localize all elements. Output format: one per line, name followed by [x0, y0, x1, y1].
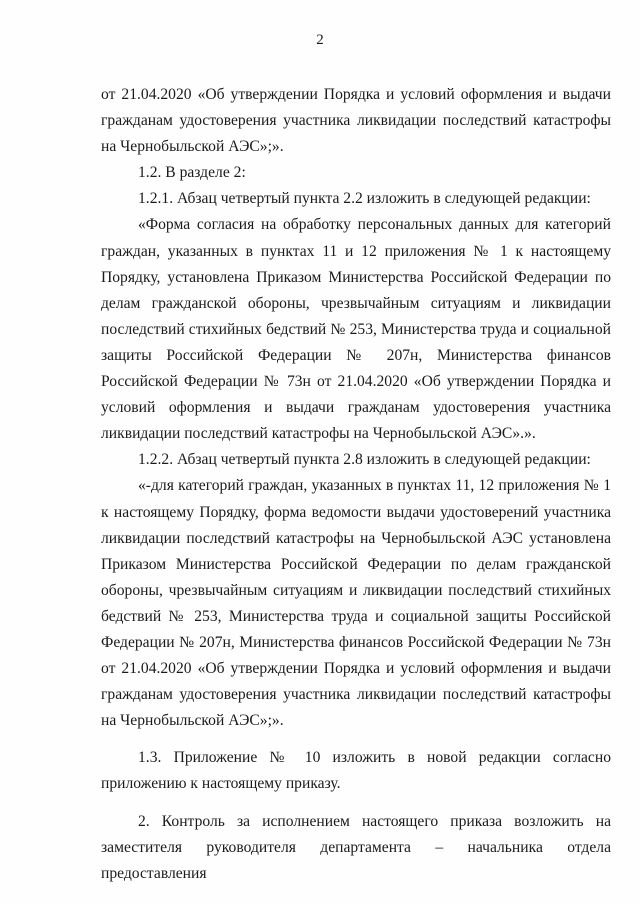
paragraph-quote-statement-form: «-для категорий граждан, указанных в пунктах 11, 12 приложения № 1 к настоящему Порядку, форма ведомости выдачи удостоверений участника ликвидации последствий катастрофы на Чернобыльской АЭС установлена Приказом Министерства Российской Федерации по делам гражданской обороны, чрезвычайным ситуациям и ликвидации последствий стихийных бедствий № 253, Министерства труда и социальной защиты Российской Федерации № 207н, Министерства финансов Российской Федерации № 73н от 21.04.2020 «Об утверждении Порядка и условий оформления и выдачи гражданам удостоверения участника ликвидации последствий катастрофы на Чернобыльской АЭС»;». [101, 477, 611, 730]
paragraph-item-2: 2. Контроль за исполнением настоящего приказа возложить на заместителя руководителя департамента – начальника отдела предоставления [101, 812, 611, 882]
paragraph-quote-consent-form: «Форма согласия на обработку персональных данных для категорий граждан, указанных в пунктах 11 и 12 приложения № 1 к настоящему Порядку, установлена Приказом Министерства Российской Федерации по делам гражданской обороны, чрезвычайным ситуациям и ликвидации последствий стихийных бедствий № 253, Министерства труда и социальной защиты Российской Федерации № 207н, Министерства финансов Российской Федерации № 73н от 21.04.2020 «Об утверждении Порядка и условий оформления и выдачи гражданам удостоверения участника ликвидации последствий катастрофы на Чернобыльской АЭС».». [101, 216, 611, 443]
paragraph-item-1-2-1: 1.2.1. Абзац четвертый пункта 2.2 изложить в следующей редакции: [138, 190, 591, 208]
paragraph-item-1-3: 1.3. Приложение № 10 изложить в новой редакции согласно приложению к настоящему приказу. [101, 749, 611, 793]
paragraph-item-1-2-2: 1.2.2. Абзац четвертый пункта 2.8 изложить в следующей редакции: [138, 451, 591, 469]
document-body [101, 82, 611, 887]
paragraph-section-heading: 1.2. В разделе 2: [138, 164, 246, 182]
page-number: 2 [316, 32, 324, 48]
paragraph-continuation: от 21.04.2020 «Об утверждении Порядка и условий оформления и выдачи гражданам удостоверения участника ликвидации последствий катастрофы на Чернобыльской АЭС»;». [101, 86, 611, 156]
